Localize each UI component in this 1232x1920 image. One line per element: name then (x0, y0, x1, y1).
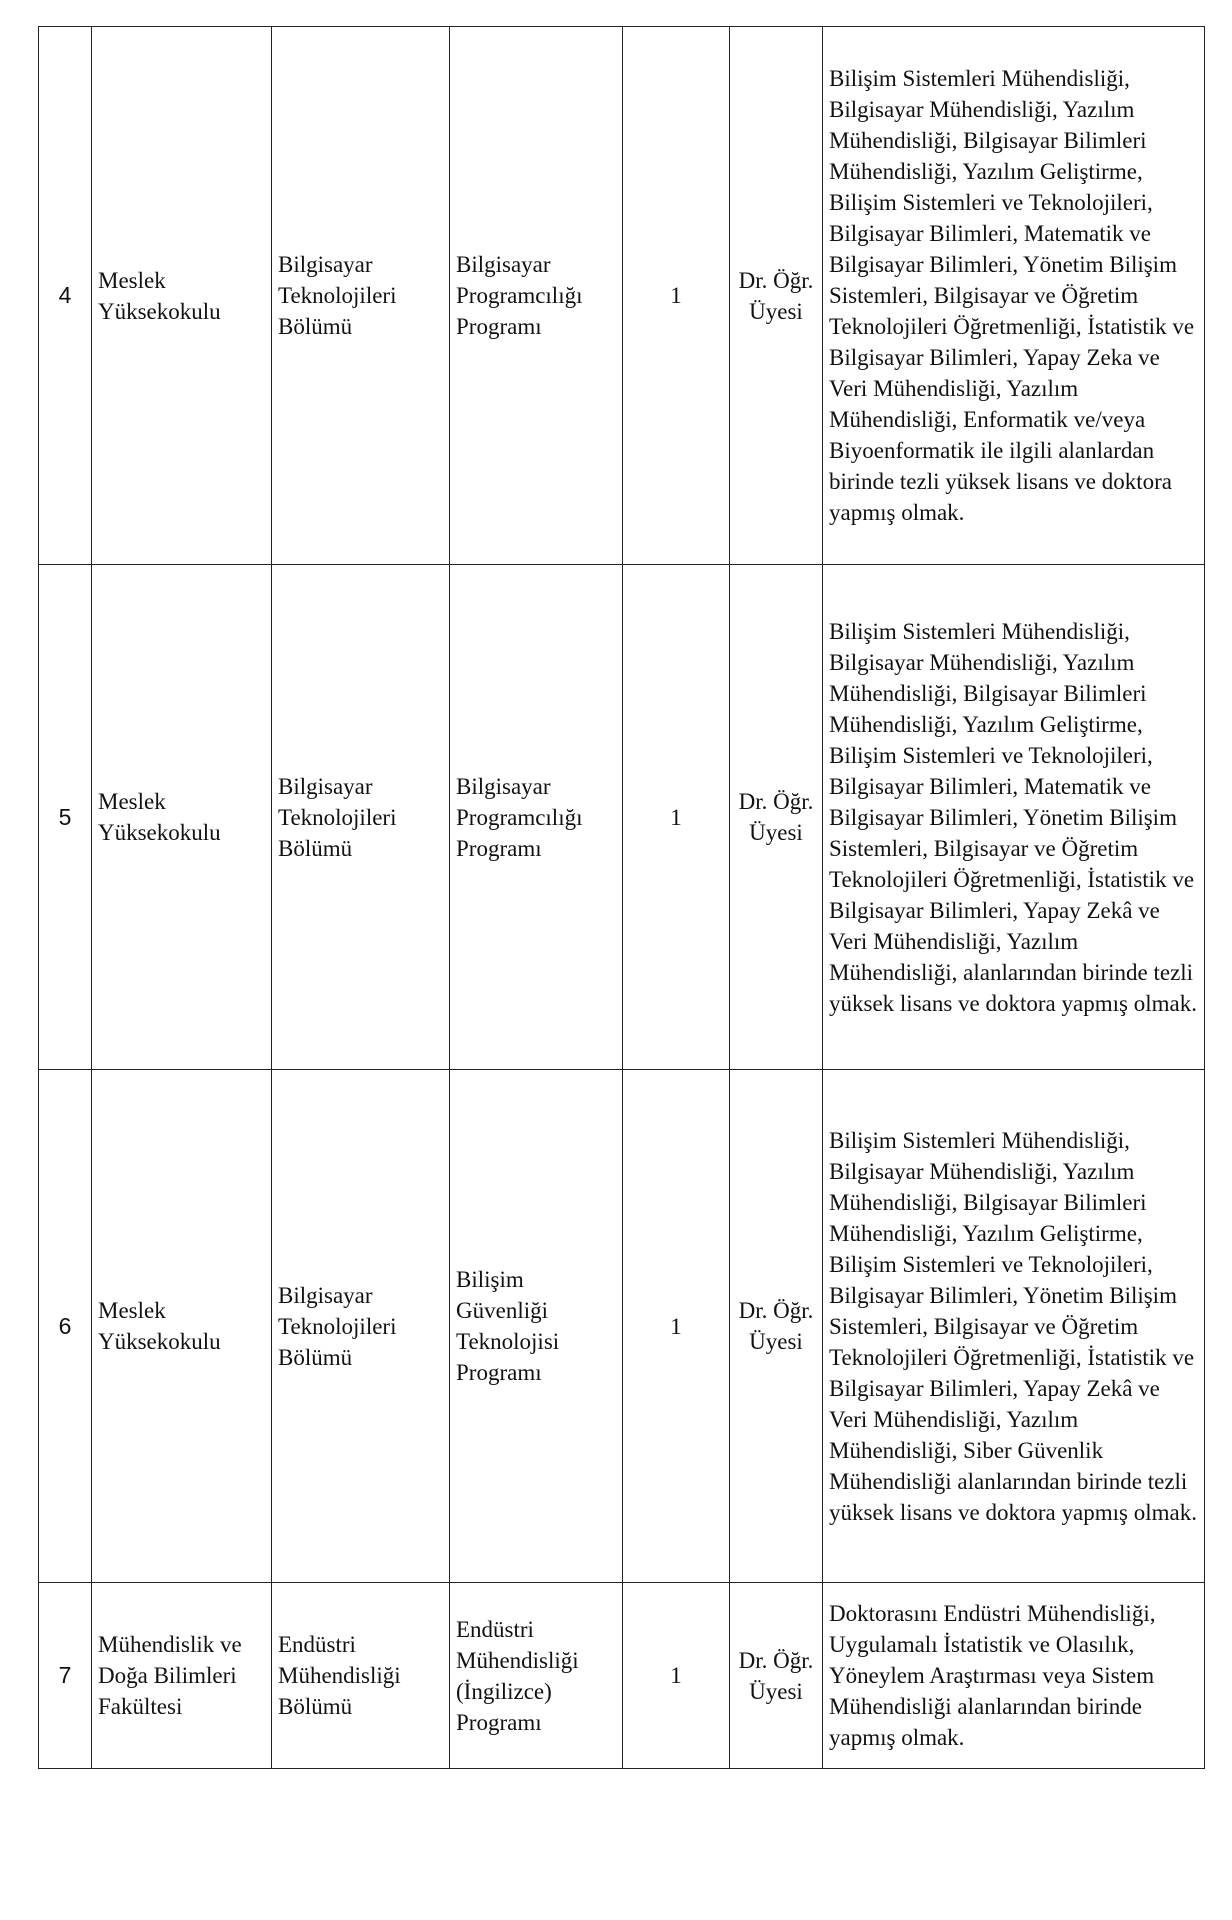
row-number: 7 (39, 1583, 92, 1769)
academic-title-cell: Dr. Öğr. Üyesi (730, 565, 823, 1070)
program-cell: Endüstri Mühendisliği (İngilizce) Programı (450, 1583, 623, 1769)
requirements-cell: Bilişim Sistemleri Mühendisliği, Bilgisayar Mühendisliği, Yazılım Mühendisliği, Bilgisayar Bilimleri Mühendisliği, Yazılım Geliştirme, Bilişim Sistemleri ve Teknolojileri, Bilgisayar Bilimleri, Yönetim Bilişim Sistemleri, Bilgisayar ve Öğretim Teknolojileri Öğretmenliği, İstatistik ve Bilgisayar Bilimleri, Yapay Zekâ ve Veri Mühendisliği, Yazılım Mühendisliği, Siber Güvenlik Mühendisliği alanlarından birinde tezli yüksek lisans ve doktora yapmış olmak. (823, 1070, 1205, 1583)
unit-cell: Meslek Yüksekokulu (92, 27, 272, 565)
academic-title-cell: Dr. Öğr. Üyesi (730, 27, 823, 565)
position-count-cell: 1 (623, 1583, 730, 1769)
unit-cell: Meslek Yüksekokulu (92, 1070, 272, 1583)
position-count-cell: 1 (623, 27, 730, 565)
table-row (39, 1583, 1205, 1769)
department-cell: Endüstri Mühendisliği Bölümü (272, 1583, 450, 1769)
program-cell: Bilişim Güvenliği Teknolojisi Programı (450, 1070, 623, 1583)
row-number: 4 (39, 27, 92, 565)
table-row (39, 565, 1205, 1070)
requirements-cell: Doktorasını Endüstri Mühendisliği, Uygulamalı İstatistik ve Olasılık, Yöneylem Araştırması veya Sistem Mühendisliği alanlarından birinde yapmış olmak. (823, 1583, 1205, 1769)
academic-title-cell: Dr. Öğr. Üyesi (730, 1583, 823, 1769)
department-cell: Bilgisayar Teknolojileri Bölümü (272, 27, 450, 565)
requirements-cell: Bilişim Sistemleri Mühendisliği, Bilgisayar Mühendisliği, Yazılım Mühendisliği, Bilgisayar Bilimleri Mühendisliği, Yazılım Geliştirme, Bilişim Sistemleri ve Teknolojileri, Bilgisayar Bilimleri, Matematik ve Bilgisayar Bilimleri, Yönetim Bilişim Sistemleri, Bilgisayar ve Öğretim Teknolojileri Öğretmenliği, İstatistik ve Bilgisayar Bilimleri, Yapay Zeka ve Veri Mühendisliği, Yazılım Mühendisliği, Enformatik ve/veya Biyoenformatik ile ilgili alanlardan birinde tezli yüksek lisans ve doktora yapmış olmak. (823, 27, 1205, 565)
position-count-cell: 1 (623, 565, 730, 1070)
program-cell: Bilgisayar Programcılığı Programı (450, 27, 623, 565)
position-count-cell: 1 (623, 1070, 730, 1583)
table-row (39, 27, 1205, 565)
academic-title-cell: Dr. Öğr. Üyesi (730, 1070, 823, 1583)
position-table (38, 26, 1205, 1769)
unit-cell: Meslek Yüksekokulu (92, 565, 272, 1070)
department-cell: Bilgisayar Teknolojileri Bölümü (272, 1070, 450, 1583)
department-cell: Bilgisayar Teknolojileri Bölümü (272, 565, 450, 1070)
row-number: 5 (39, 565, 92, 1070)
row-number: 6 (39, 1070, 92, 1583)
requirements-cell: Bilişim Sistemleri Mühendisliği, Bilgisayar Mühendisliği, Yazılım Mühendisliği, Bilgisayar Bilimleri Mühendisliği, Yazılım Geliştirme, Bilişim Sistemleri ve Teknolojileri, Bilgisayar Bilimleri, Matematik ve Bilgisayar Bilimleri, Yönetim Bilişim Sistemleri, Bilgisayar ve Öğretim Teknolojileri Öğretmenliği, İstatistik ve Bilgisayar Bilimleri, Yapay Zekâ ve Veri Mühendisliği, Yazılım Mühendisliği, alanlarından birinde tezli yüksek lisans ve doktora yapmış olmak. (823, 565, 1205, 1070)
table-row (39, 1070, 1205, 1583)
unit-cell: Mühendislik ve Doğa Bilimleri Fakültesi (92, 1583, 272, 1769)
program-cell: Bilgisayar Programcılığı Programı (450, 565, 623, 1070)
